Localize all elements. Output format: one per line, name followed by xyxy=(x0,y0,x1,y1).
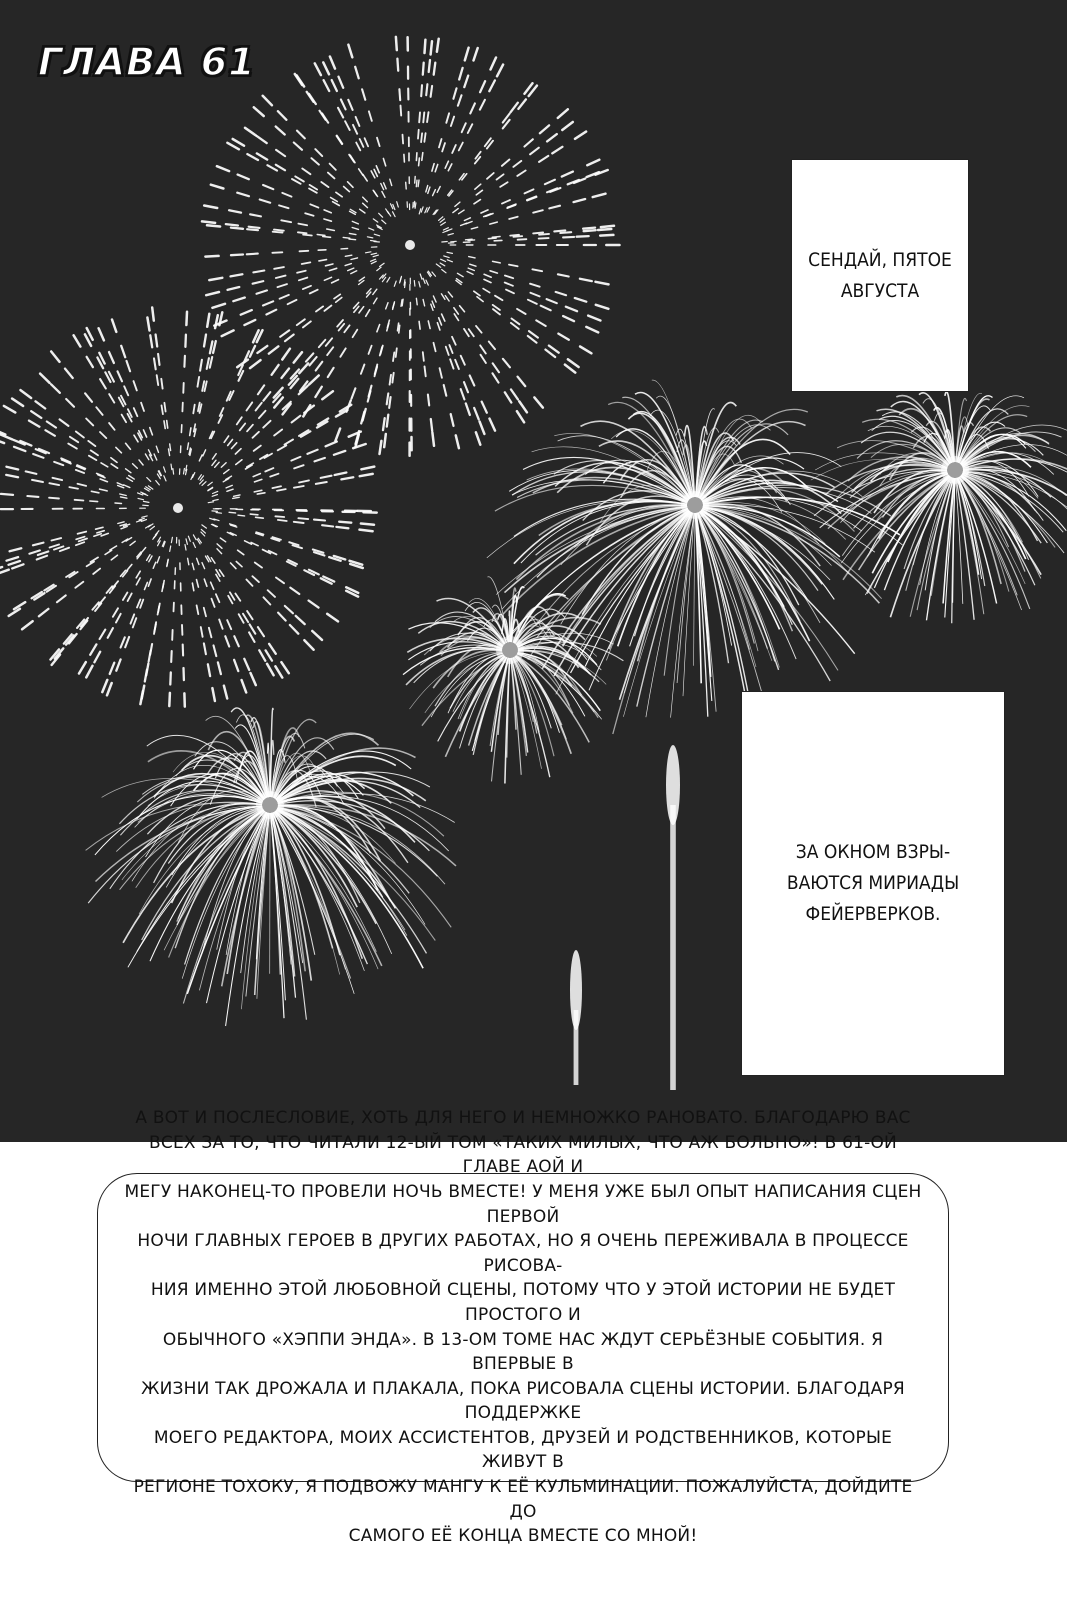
firework-burst-left xyxy=(0,308,377,707)
afterword-box xyxy=(97,1108,949,1547)
caption-text-place-date: СЕНДАЙ, ПЯТОЕ АВГУСТА xyxy=(808,248,952,302)
firework-burst-right-large xyxy=(487,380,903,734)
afterword-text: А ВОТ И ПОСЛЕСЛОВИЕ, ХОТЬ ДЛЯ НЕГО И НЕМНОЖКО РАНОВАТО. БЛАГОДАРЮ ВАС ВСЕХ ЗА ТО, ЧТО ЧИТАЛИ 12-ЫЙ ТОМ «ТАКИХ МИЛЫХ, ЧТО АЖ БОЛЬНО»! В 61-ОЙ ГЛАВЕ АОЙ И МЕГУ НАКОНЕЦ-ТО ПРОВЕЛИ НОЧЬ ВМЕСТЕ! У МЕНЯ УЖЕ БЫЛ ОПЫТ НАПИСАНИЯ СЦЕН ПЕРВОЙ НОЧИ ГЛАВНЫХ ГЕРОЕВ В ДРУГИХ РАБОТАХ, НО Я ОЧЕНЬ ПЕРЕЖИВАЛА В ПРОЦЕССЕ РИСОВА- НИЯ ИМЕННО ЭТОЙ ЛЮБОВНОЙ СЦЕНЫ, ПОТОМУ ЧТО У ЭТОЙ ИСТОРИИ НЕ БУДЕТ ПРОСТОГО И ОБЫЧНОГО «ХЭППИ ЭНДА». В 13-ОМ ТОМЕ НАС ЖДУТ СЕРЬЁЗНЫЕ СОБЫТИЯ. Я ВПЕРВЫЕ В ЖИЗНИ ТАК ДРОЖАЛА И ПЛАКАЛА, ПОКА РИСОВАЛА СЦЕНЫ ИСТОРИИ. БЛАГОДАРЯ ПОДДЕРЖКЕ МОЕГО РЕДАКТОРА, МОИХ АССИСТЕНТОВ, ДРУЗЕЙ И РОДСТВЕННИКОВ, КОТОРЫЕ ЖИВУТ В РЕГИОНЕ ТОХОКУ, Я ПОДВОЖУ МАНГУ К ЕЁ КУЛЬМИНАЦИИ. ПОЖАЛУЙСТА, ДОЙДИТЕ ДО САМОГО ЕЁ КОНЦА ВМЕСТЕ СО МНОЙ! xyxy=(124,1108,922,1547)
firework-burst-bottom-left xyxy=(86,708,456,1026)
firework-burst-top xyxy=(202,37,620,456)
firework-burst-far-right xyxy=(811,392,1067,624)
caption-text-fireworks: ЗА ОКНОМ ВЗРЫ- ВАЮТСЯ МИРИАДЫ ФЕЙЕРВЕРКОВ. xyxy=(786,841,960,925)
caption-box-place-date xyxy=(791,159,969,392)
firework-rocket-short xyxy=(570,950,582,1085)
chapter-title: ГЛАВА 61 xyxy=(38,40,256,84)
firework-rocket-tall xyxy=(666,745,680,1090)
caption-box-fireworks xyxy=(741,691,1005,1076)
